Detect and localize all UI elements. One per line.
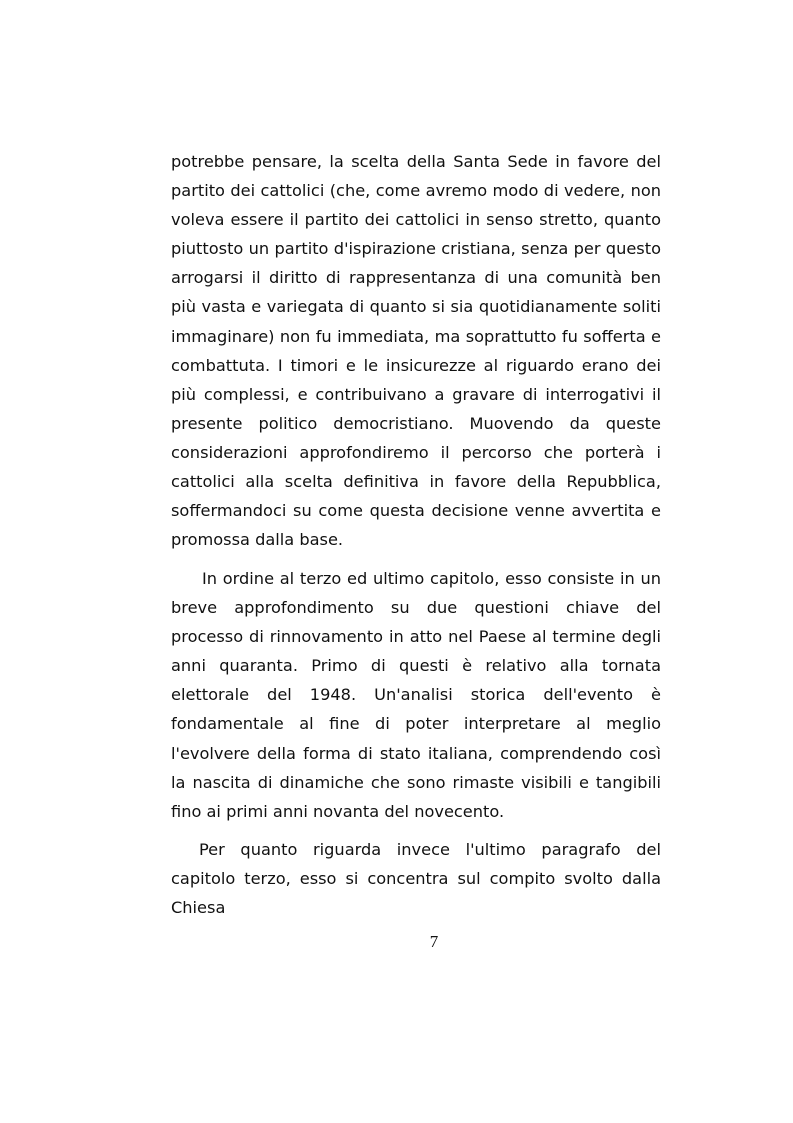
paragraph-last-section: Per quanto riguarda invece l'ultimo paragrafo del capitolo terzo, esso si concentra sul compito svolto dalla Chiesa (171, 840, 661, 918)
paragraph-third-chapter: In ordine al terzo ed ultimo capitolo, esso consiste in un breve approfondimento su due questioni chiave del processo di rinnovamento in atto nel Paese al termine degli anni quaranta. Primo di questi è relativo alla tornata elettorale del 1948. Un'analisi storica dell'evento è fondamentale al fine di poter interpretare al meglio l'evolvere della forma di stato italiana, comprendendo così la nascita di dinamiche che sono rimaste visibili e tangibili fino ai primi anni novanta del novecento. (171, 569, 661, 821)
body-text-block (171, 564, 661, 826)
body-text-block (171, 147, 661, 554)
paragraph-continuation: potrebbe pensare, la scelta della Santa Sede in favore del partito dei cattolici (che, come avremo modo di vedere, non voleva essere il partito dei cattolici in senso stretto, quanto piuttosto un partito d'ispirazione cristiana, senza per questo arrogarsi il diritto di rappresentanza di una comunità ben più vasta e variegata di quanto si sia quotidianamente soliti immaginare) non fu immediata, ma soprattutto fu sofferta e combattuta. I timori e le insicurezze al riguardo erano dei più complessi, e contribuivano a gravare di interrogativi il presente politico democristiano. Muovendo da queste considerazioni approfondiremo il percorso che porterà i cattolici alla scelta definitiva in favore della Repubblica, soffermandoci su come questa decisione venne avvertita e promossa dalla base. (171, 152, 661, 550)
body-text-block (171, 835, 661, 922)
page-number: 7 (429, 932, 439, 951)
